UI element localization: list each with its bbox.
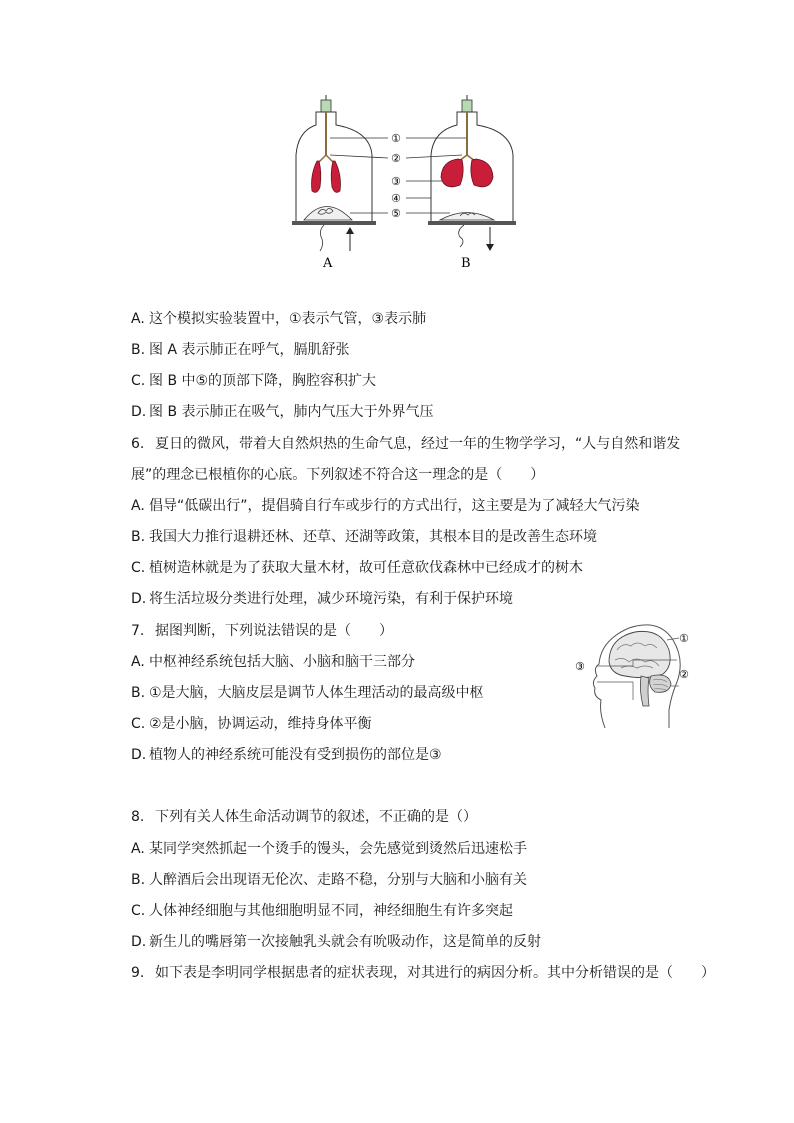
q8-option-b	[131, 870, 527, 890]
option-text: 这个模拟实验装置中，①表示气管，③表示肺	[149, 311, 427, 327]
option-letter: D.	[131, 591, 147, 607]
option-text: 新生儿的嘴唇第一次接触乳头就会有吮吸动作，这是简单的反射	[149, 934, 541, 950]
q6-stem-line2	[131, 465, 544, 485]
q5-option-d	[131, 402, 434, 422]
option-text: 图 B 表示肺正在吸气，肺内气压大于外界气压	[149, 404, 434, 420]
figure-label-b: B	[461, 256, 471, 270]
option-text: 人醉酒后会出现语无伦次、走路不稳，分别与大脑和小脑有关	[149, 872, 527, 888]
option-text: 我国大力推行退耕还林、还草、还湖等政策，其根本目的是改善生态环境	[149, 529, 597, 545]
brain-figure	[573, 620, 703, 735]
question-stem: 据图判断，下列说法错误的是（ ）	[155, 623, 393, 639]
q8-option-c	[131, 901, 513, 921]
lung-left-a	[312, 161, 321, 192]
option-letter: D.	[131, 934, 147, 950]
marker-5: ⑤	[391, 207, 401, 220]
question-stem: 夏日的微风，带着大自然炽热的生命气息，经过一年的生物学学习，“人与自然和谐发	[155, 436, 681, 452]
q6-option-c	[131, 558, 583, 578]
option-letter: C.	[131, 716, 146, 732]
option-letter: C.	[131, 560, 146, 576]
bottle-a	[292, 95, 376, 251]
option-letter: B.	[131, 685, 146, 701]
option-text: 图 A 表示肺正在呼气，膈肌舒张	[149, 342, 350, 358]
lung-left-b	[441, 159, 463, 187]
option-text: 植物人的神经系统可能没有受到损伤的部位是③	[149, 747, 442, 763]
question-number: 8.	[131, 809, 145, 825]
option-text: 将生活垃圾分类进行处理，减少环境污染，有利于保护环境	[149, 591, 513, 607]
q7-option-b	[131, 683, 484, 703]
question-number: 7.	[131, 623, 145, 639]
option-text: 倡导“低碳出行”，提倡骑自行车或步行的方式出行，这主要是为了减轻大气污染	[149, 498, 640, 514]
option-letter: A.	[131, 498, 145, 514]
question-stem: 下列有关人体生命活动调节的叙述，不正确的是（）	[155, 809, 477, 825]
option-letter: B.	[131, 872, 146, 888]
lung-model-figure	[280, 95, 520, 270]
lung-right-b	[471, 159, 493, 187]
figure-label-a: A	[323, 256, 333, 270]
q7-option-d	[131, 745, 442, 765]
brain-marker-3: ③	[575, 660, 585, 673]
q9-stem	[131, 963, 715, 983]
question-stem-cont: 展”的理念已根植你的心底。下列叙述不符合这一理念的是（ ）	[131, 467, 545, 483]
q6-option-d	[131, 589, 513, 609]
q7-option-a	[131, 652, 415, 672]
bottle-b	[428, 95, 516, 251]
brain-cerebrum	[609, 631, 670, 677]
option-text: 人体神经细胞与其他细胞明显不同，神经细胞生有许多突起	[149, 903, 513, 919]
marker-2: ②	[391, 152, 401, 165]
option-text: ②是小脑，协调运动，维持身体平衡	[149, 716, 372, 732]
q8-stem	[131, 807, 477, 827]
lung-right-a	[331, 161, 340, 192]
marker-1: ①	[391, 132, 401, 145]
option-letter: D.	[131, 747, 147, 763]
option-letter: D.	[131, 404, 147, 420]
brain-stem	[640, 676, 649, 706]
q6-option-b	[131, 527, 597, 547]
q8-option-a	[131, 839, 527, 859]
q7-stem	[131, 621, 393, 641]
q7-option-c	[131, 714, 372, 734]
option-letter: A.	[131, 654, 145, 670]
option-letter: A.	[131, 311, 145, 327]
option-text: ①是大脑，大脑皮层是调节人体生理活动的最高级中枢	[149, 685, 484, 701]
q5-option-b	[131, 340, 349, 360]
brain-marker-2: ②	[679, 668, 689, 681]
q8-option-d	[131, 932, 541, 952]
option-text: 植树造林就是为了获取大量木材，故可任意砍伐森林中已经成才的树木	[149, 560, 583, 576]
question-number: 6.	[131, 436, 145, 452]
option-letter: B.	[131, 529, 146, 545]
option-text: 中枢神经系统包括大脑、小脑和脑干三部分	[149, 654, 415, 670]
q6-stem-line1	[131, 434, 680, 454]
q5-option-a	[131, 309, 426, 329]
question-stem: 如下表是李明同学根据患者的症状表现，对其进行的病因分析。其中分析错误的是（ ）	[155, 965, 715, 981]
marker-3: ③	[391, 175, 401, 188]
brain-cerebellum	[650, 675, 671, 692]
option-letter: C.	[131, 373, 146, 389]
q5-option-c	[131, 371, 376, 391]
question-number: 9.	[131, 965, 145, 981]
option-text: 图 B 中⑤的顶部下降，胸腔容积扩大	[149, 373, 377, 389]
option-letter: C.	[131, 903, 146, 919]
option-letter: A.	[131, 841, 145, 857]
marker-4: ④	[391, 192, 401, 205]
brain-marker-1: ①	[679, 632, 689, 645]
diaphragm-b	[440, 213, 494, 221]
option-text: 某同学突然抓起一个烫手的馒头，会先感觉到烫然后迅速松手	[149, 841, 527, 857]
q6-option-a	[131, 496, 640, 516]
option-letter: B.	[131, 342, 146, 358]
